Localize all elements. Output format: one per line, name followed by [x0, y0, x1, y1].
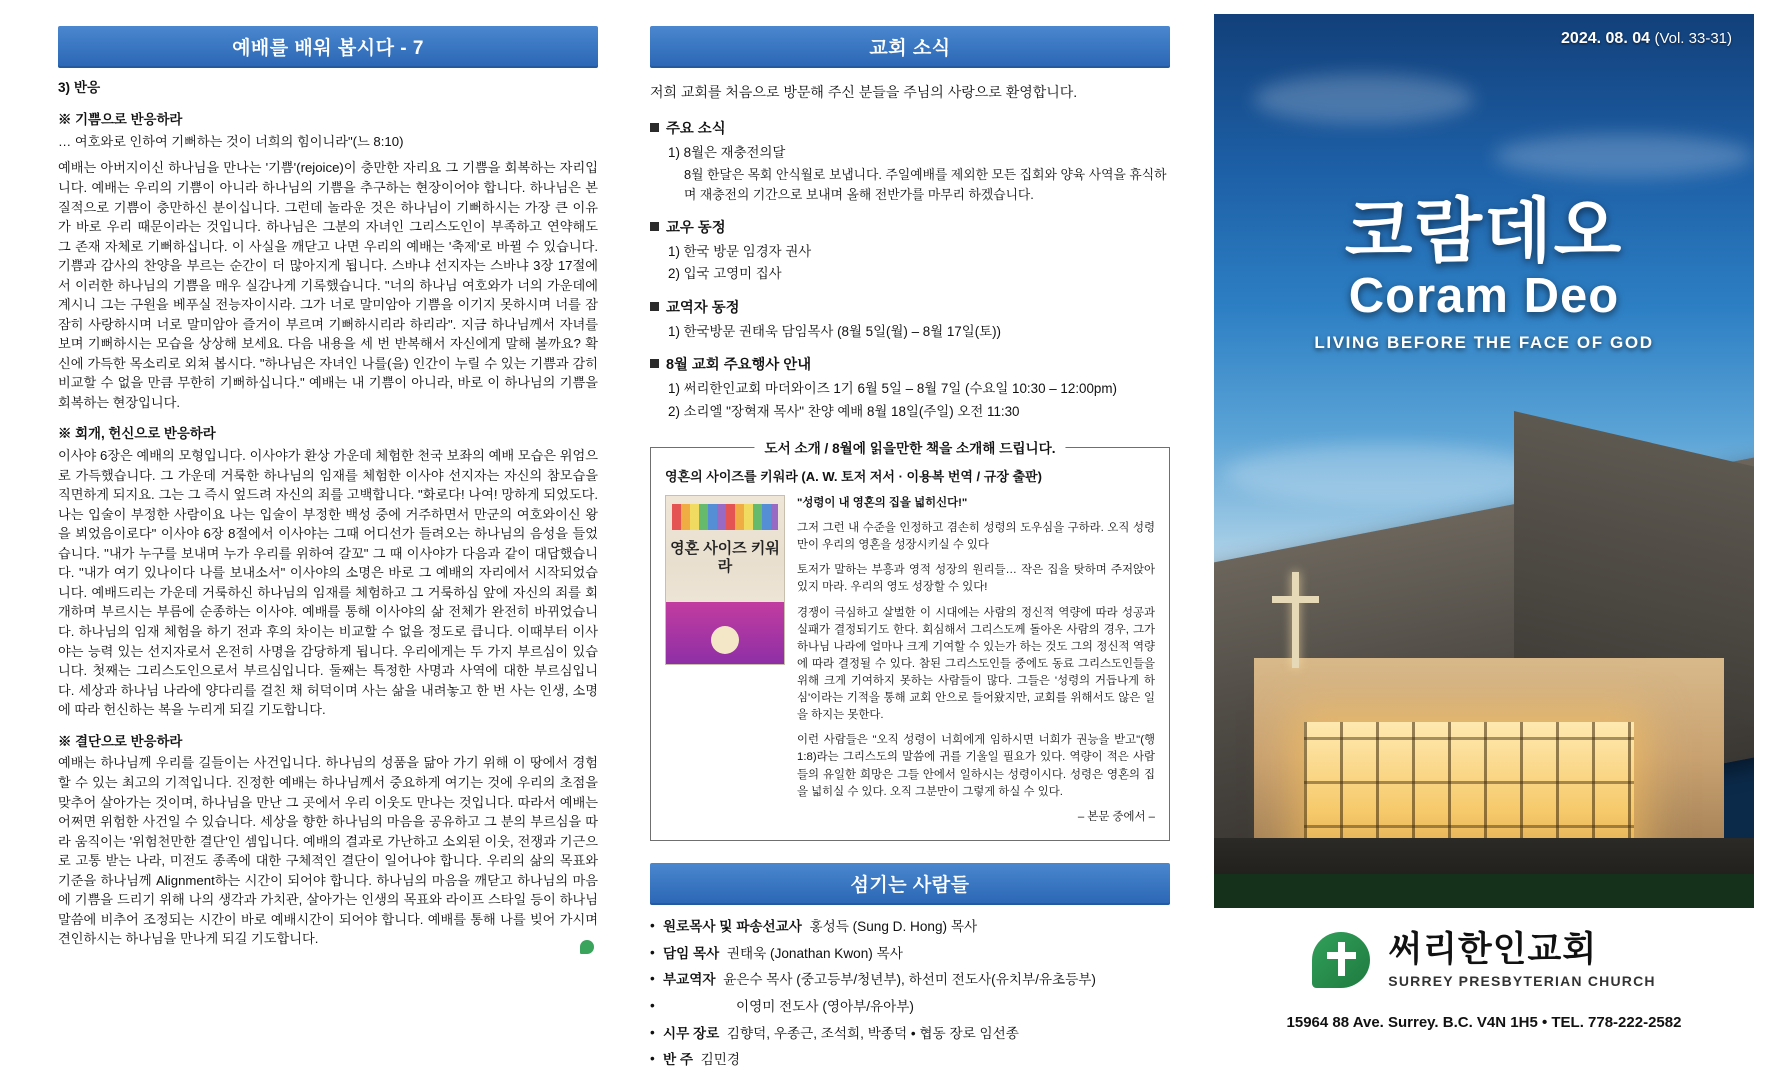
book-title: 영혼의 사이즈를 키워라 (A. W. 토저 저서 · 이용복 번역 / 규장 출판): [665, 469, 1042, 484]
news-section-title: 교역자 동정: [650, 296, 1170, 317]
issue-date: 2024. 08. 04 (Vol. 33-31): [1561, 30, 1732, 47]
servant-names: 김민경: [700, 1052, 741, 1068]
cross-shape: [1338, 942, 1345, 976]
cover-panel: [1214, 14, 1754, 1076]
masthead-english-title: Coram Deo: [1348, 269, 1620, 323]
list-item: [650, 970, 1170, 990]
servants-list: [650, 917, 1170, 1070]
left-column-body: [58, 78, 598, 949]
section-title-response: 3) 반응: [58, 80, 101, 95]
church-logo-icon: [1312, 928, 1372, 992]
paragraph-repentance: 이사야 6장은 예배의 모형입니다. 이사야가 환상 가운데 체험한 천국 보좌의 예배 모습은 위엄으로 가득했습니다. 그 가운데 거룩한 하나님의 임재를 체험한 이사야 선지자는 자신의 참모습을 직면하게 되지요. 그는 그 즉시 엎드려 자신의 죄를 고백합니다. "화로다! 나여! 망하게 되었도다. 나는 입술이 부정한 사람이요 나는 입술이 부정한 백성 중에 거주하면서 만군의 여호와이신 왕을 뵈었음이로다" 이사야 6장 8절에서 이사야는 그때 어디선가 들려오는 하나님의 음성을 들었습니다. "내가 누구를 보내며 누가 우리를 위하여 갈꼬" 그 때 이사야가 다음과 같이 대답했습니다. "내가 여기 있나이다 나를 보내소서" 이사야의 소명은 바로 그 예배의 자리에서 시작되었습니다. 예배드리는 가운데 거룩하신 하나님의 임재를 체험하고 그 거룩하심 앞에 자신의 죄를 회개하며 부르시는 부름에 순종하는 이사야. 예배를 통해 이사야의 삶 전체가 완전히 바뀌었습니다. 하나님의 임재 체험을 하기 전과 후의 차이는 비교할 수 없을 정도로 큽니다. 이때부터 이사야는 능력 있는 선지자로서 온전히 사명을 감당하게 됩니다. 우리에게는 두 가지 부르심이 있습니다. 첫째는 그리스도인으로서 부르심입니다. 둘째는 특정한 사명과 사역에 대한 부르심입니다. 세상과 하나님 나라에 양다리를 걸친 채 허덕이며 사는 삶을 내려놓고 한 번 사는 인생, 소명에 따라 헌신하는 복을 누리게 되길 기도합니다.: [58, 448, 598, 718]
servant-role: 부교역자: [663, 972, 716, 988]
square-bullet-icon: [650, 359, 659, 368]
news-section-pastors: [650, 296, 1170, 341]
news-section-title: 교우 동정: [650, 216, 1170, 237]
book-description: [797, 495, 1155, 826]
news-item-label: 1) 한국 방문 임경자 권사: [668, 243, 812, 259]
paragraph-decision: 예배는 하나님께 우리를 길들이는 사건입니다. 하나님의 성품을 닮아 가기 위해 이 땅에서 경험할 수 있는 최고의 기적입니다. 진정한 예배는 하나님께서 중요하게 여기는 것에 우리의 초점을 맞추어 살아가는 것이며, 하나님을 만난 그 곳에서 우리 이웃도 만나는 것입니다. 따라서 예배는 어쩌면 위험한 사건일 수 있습니다. 세상을 향한 하나님의 마음을 공유하고 그 분의 부르심을 따라 움직이는 '위험천만한 결단'인 셈입니다. 예배의 결과로 가난하고 소외된 이웃, 전쟁과 기근으로 고통 받는 나라, 미전도 종족에 대한 구체적인 결단이 일어나야 합니다. 우리의 삶의 목표와 기준을 하나님께 Alignment하는 시간이 되어야 합니다. 하나님의 마음을 깨닫고 하나님의 마음에 기쁨을 드리기 위해 나의 생각과 가치관, 살아가는 인생의 목표와 라이프 스타일 등이 하나님 말씀에 비추어 조정되는 시간이 바로 예배시간이 되어야 합니다. 예배를 통해 나를 빚어 가시며 견인하시는 하나님을 만나게 되길 기도합니다.: [58, 755, 598, 947]
church-identity: [1214, 928, 1754, 992]
subheading-repentance: ※ 회개, 헌신으로 반응하라: [58, 426, 216, 442]
servant-role: 반 주: [663, 1052, 694, 1068]
welcome-text: 저희 교회를 처음으로 방문해 주신 분들을 주님의 사랑으로 환영합니다.: [650, 84, 1078, 100]
verse-text: … 여호와로 인하여 기뻐하는 것이 너희의 힘이니라"(느 8:10): [58, 133, 404, 149]
news-section-events: [650, 353, 1170, 421]
volume-number: (Vol. 33-31): [1654, 30, 1732, 47]
book-introduction-box: [650, 441, 1170, 841]
list-item: [650, 944, 1170, 964]
cloud-decoration: [1494, 134, 1754, 178]
paragraph-joy: 예배는 아버지이신 하나님을 만나는 '기쁨'(rejoice)이 충만한 자리요 그 기쁨을 회복하는 자리입니다. 예배는 우리의 기쁨이 아니라 하나님의 기쁨을 추구하는 현장이어야 합니다. 하나님은 본질적으로 기쁨이 충만하신 분이십니다. 그런데 놀라운 것은 하나님이 기뻐하시는 가장 큰 이유가 바로 우리 때문이라는 것입니다. 하나님은 그분의 자녀인 그리스도인이 부족하고 연약해도 그 존재 자체로 기뻐하십니다. 이 사실을 깨닫고 나면 우리의 예배는 '축제'로 바뀔 수 있습니다. 기쁨과 감사의 찬양을 부르는 순간이 더 많아지게 됩니다. 스바냐 선지자는 스바냐 3장 17절에서 이러한 하나님의 기쁨을 매우 실감나게 기록했습니다. "너의 하나님 여호와가 너의 가운데에 계시니 그는 구원을 베푸실 전능자이시라. 그가 너로 말미암아 기쁨을 이기지 못하시며 너를 잠잠히 사랑하시며 너로 말미암아 즐거이 부르며 기뻐하시리라 하리라". 지금 하나님께서 자녀를 보며 기뻐하시는 모습을 상상해 보세요. 다음 내용을 세 번 반복해서 자신에게 말해 볼까요? 확신에 가득한 목소리로 외쳐 봅시다. "하나님은 자녀인 나를(을) 인간이 누릴 수 있는 기쁨과 감히 비교할 수 없을 만큼 무한히 기뻐하십니다." 예배는 내 기쁨이 아니라, 바로 이 하나님의 기쁨을 회복하는 현장입니다.: [58, 160, 598, 410]
news-item-detail: 8월 한달은 목회 안식월로 보냅니다. 주일예배를 제외한 모든 집회와 양육 사역을 휴식하며 재충전의 기간으로 보내며 올해 전반가를 마무리 하겠습니다.: [684, 167, 1167, 202]
church-name-korean: 써리한인교회: [1388, 929, 1598, 969]
book-source: – 본문 중에서 –: [1077, 810, 1155, 823]
square-bullet-icon: [650, 123, 659, 132]
cloud-decoration: [1254, 74, 1474, 124]
square-bullet-icon: [650, 302, 659, 311]
news-section-members: [650, 216, 1170, 284]
book-quote: "성령이 내 영혼의 집을 넓히신다!": [797, 497, 968, 509]
list-item: [650, 1050, 1170, 1070]
servant-names: 김향덕, 우종근, 조석희, 박종덕 • 협동 장로 임선종: [726, 1025, 1019, 1041]
book-paragraph: 그저 그런 내 수준을 인정하고 겸손히 성령의 도우심을 구하라. 오직 성령만이 우리의 영혼을 성장시키실 수 있다: [797, 522, 1155, 552]
subheading-joy: ※ 기쁨으로 반응하라: [58, 112, 183, 128]
news-header: 교회 소식: [650, 26, 1170, 68]
servant-names: 홍성득 (Sung D. Hong) 목사: [809, 918, 978, 934]
cover-footer: [1214, 908, 1754, 1076]
news-item-label: 2) 소리엘 "장혁재 목사" 찬양 예배 8월 18일(주일) 오전 11:30: [668, 403, 1020, 419]
servants-header: 섬기는 사람들: [650, 863, 1170, 905]
square-bullet-icon: [650, 222, 659, 231]
left-column-header: 예배를 배워 봅시다 - 7: [58, 26, 598, 68]
masthead: [1214, 192, 1754, 353]
news-item-label: 1) 써리한인교회 마더와이즈 1기 6월 5일 – 8월 7일 (수요일 10:30 – 12:00pm): [668, 381, 1117, 397]
news-section-title: 8월 교회 주요행사 안내: [650, 353, 1170, 374]
servants-section: [650, 863, 1170, 1070]
servant-role: 원로목사 및 파송선교사: [663, 918, 802, 934]
left-column: [58, 26, 598, 956]
servant-names: 권태욱 (Jonathan Kwon) 목사: [726, 945, 903, 961]
news-item-label: 2) 입국 고영미 집사: [668, 266, 782, 282]
subheading-decision: ※ 결단으로 반응하라: [58, 733, 183, 749]
news-item-label: 1) 8월은 재충전의달: [668, 145, 786, 160]
church-name-english: SURREY PRESBYTERIAN CHURCH: [1388, 972, 1656, 989]
cover-title-text: 영혼 사이즈 키워라: [670, 540, 780, 576]
lawn-strip: [1214, 874, 1754, 908]
book-box-title: 도서 소개 / 8월에 읽을만한 책을 소개해 드립니다.: [754, 437, 1065, 457]
cover-bottom-band: [666, 602, 784, 664]
list-item: [650, 917, 1170, 937]
church-name-block: [1388, 929, 1656, 989]
masthead-korean-title: 코람데오: [1344, 192, 1624, 270]
list-item-continued: [650, 997, 1170, 1017]
book-paragraph: 경쟁이 극심하고 살벌한 이 시대에는 사람의 정신적 역량에 따라 성공과 실패가 결정되기도 한다. 회심해서 그리스도께 돌아온 사람의 경우, 그가 하나님 나라에 얼마나 크게 기여할 수 있는가 하는 것도 그의 정신적 역량에 따라 결정될 수 있다. 참된 그리스도인들 중에도 동료 그리스도인들을 위해 크게 기여하지 못하는 사람들이 많다. 그들은 '성령의 거듭나게 하심'이라는 기적을 통해 교회 안으로 들어왔지만, 교회를 위해서도 않은 일을 하지는 못한다.: [797, 606, 1155, 722]
servant-names: 윤은수 목사 (중고등부/청년부), 하선미 전도사(유치부/유초등부): [723, 972, 1096, 988]
cover-stripes-decoration: [672, 504, 778, 530]
church-building-photo: [1214, 388, 1754, 908]
cross-icon: [1292, 572, 1299, 668]
servant-role: 담임 목사: [663, 945, 720, 961]
leaf-icon: [580, 940, 594, 954]
servant-role: 시무 장로: [663, 1025, 720, 1041]
news-section-title: 주요 소식: [650, 117, 1170, 138]
servant-names: 이영미 전도사 (영아부/유아부): [736, 998, 914, 1014]
news-section-main: [650, 117, 1170, 204]
book-paragraph: 토저가 말하는 부흥과 영적 성장의 원리들… 작은 집을 탓하며 주저앉아 있지 마라. 우리의 영도 성장할 수 있다!: [797, 564, 1155, 594]
list-item: [650, 1024, 1170, 1044]
news-column: [650, 26, 1170, 1077]
book-paragraph: 이런 사람들은 "오직 성령이 너희에게 임하시면 너희가 권능을 받고"(행 1:8)라는 그리스도의 말씀에 귀를 기울일 필요가 있다. 역량이 적은 사람들의 유일한 희망은 그들 안에서 일하시는 성령이시다. 성령은 영혼의 집을 넓히실 수 있다. 오직 그분만이 그렇게 하실 수 있다.: [797, 734, 1155, 798]
news-item-label: 1) 한국방문 권태욱 담임목사 (8월 5일(월) – 8월 17일(토)): [668, 323, 1002, 339]
masthead-tagline: LIVING BEFORE THE FACE OF GOD: [1314, 333, 1654, 352]
book-cover-image: [665, 495, 785, 665]
church-address: 15964 88 Ave. Surrey. B.C. V4N 1H5 • TEL. 778-222-2582: [1286, 1014, 1682, 1031]
